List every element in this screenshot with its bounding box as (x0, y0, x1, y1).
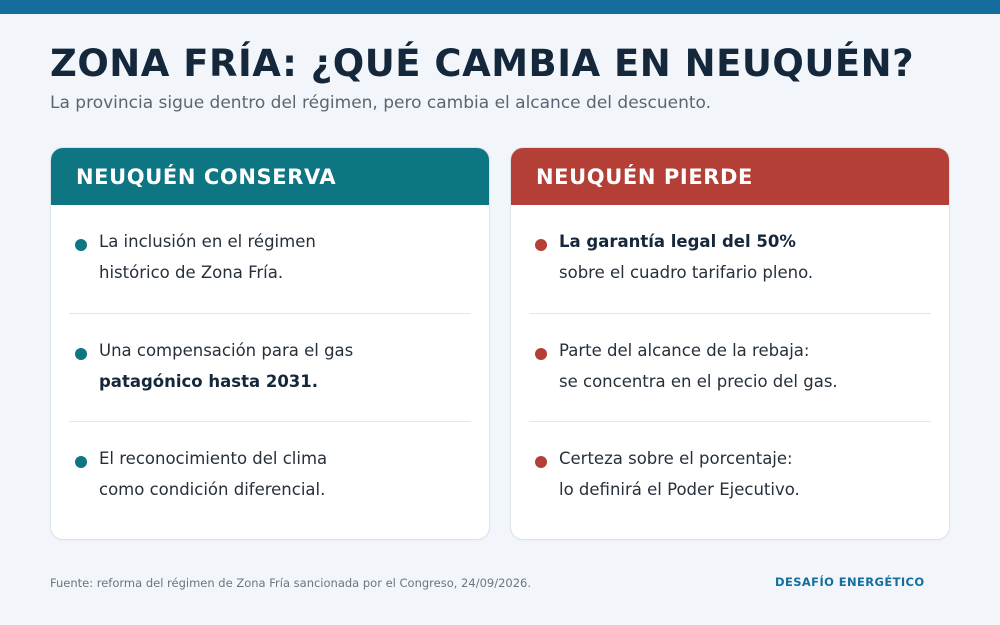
item-text-line-bold: La garantía legal del 50% (559, 232, 796, 251)
list-item (69, 313, 471, 421)
item-text-line: Una compensación para el gas (99, 341, 354, 360)
bullet-dot-icon (535, 456, 547, 468)
pierde-card (510, 147, 950, 540)
pierde-list (511, 205, 949, 529)
item-text-line: lo definirá el Poder Ejecutivo. (559, 480, 800, 499)
item-text-line: El reconocimiento del clima (99, 449, 328, 468)
bullet-dot-icon (75, 348, 87, 360)
list-item (69, 421, 471, 529)
item-text-line: sobre el cuadro tarifario pleno. (559, 263, 814, 282)
top-accent-bar (0, 0, 1000, 14)
bullet-dot-icon (75, 456, 87, 468)
item-text-line: como condición diferencial. (99, 480, 326, 499)
list-item (69, 205, 471, 313)
bullet-dot-icon (75, 239, 87, 251)
list-item (529, 421, 931, 529)
page-title: ZONA FRÍA: ¿QUÉ CAMBIA EN NEUQUÉN? (50, 42, 915, 85)
conserva-list (51, 205, 489, 529)
conserva-heading: NEUQUÉN CONSERVA (51, 148, 489, 205)
item-text-line-bold: patagónico hasta 2031. (99, 372, 319, 391)
item-text-line: histórico de Zona Fría. (99, 263, 284, 282)
bullet-dot-icon (535, 348, 547, 360)
item-text-line: Certeza sobre el porcentaje: (559, 449, 793, 468)
bullet-dot-icon (535, 239, 547, 251)
source-note: Fuente: reforma del régimen de Zona Fría sancionada por el Congreso, 24/09/2026. (50, 576, 531, 590)
list-item (529, 313, 931, 421)
conserva-card (50, 147, 490, 540)
brand-label: DESAFÍO ENERGÉTICO (775, 575, 925, 589)
item-text-line: Parte del alcance de la rebaja: (559, 341, 810, 360)
item-text-line: se concentra en el precio del gas. (559, 372, 838, 391)
list-item (529, 205, 931, 313)
item-text-line: La inclusión en el régimen (99, 232, 316, 251)
pierde-heading: NEUQUÉN PIERDE (511, 148, 949, 205)
page-subtitle: La provincia sigue dentro del régimen, pero cambia el alcance del descuento. (50, 93, 712, 113)
